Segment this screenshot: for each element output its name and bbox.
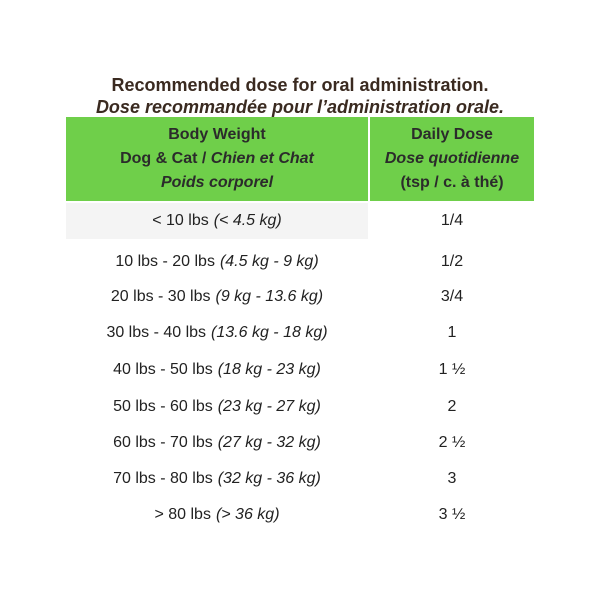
weight-lbs: 10 lbs - 20 lbs: [115, 253, 215, 270]
weight-lbs: 70 lbs - 80 lbs: [113, 470, 213, 487]
weight-cell: [66, 203, 368, 239]
header-weight-line2-en: Dog & Cat /: [120, 150, 207, 167]
table-row: [66, 389, 534, 425]
header-dose-line2: Dose quotidienne: [384, 150, 520, 167]
dose-cell: 2: [447, 398, 457, 415]
header-daily-dose: [370, 117, 534, 201]
weight-cell: [66, 389, 368, 425]
dose-cell: 3: [447, 470, 457, 487]
weight-kg: (32 kg - 36 kg): [217, 470, 321, 487]
header-weight-line2: [120, 147, 314, 171]
caption-english: Recommended dose for oral administration.: [111, 75, 489, 95]
weight-kg: (< 4.5 kg): [213, 212, 282, 229]
weight-lbs: 20 lbs - 30 lbs: [110, 288, 211, 305]
weight-cell: [66, 279, 368, 315]
header-weight-line3: Poids corporel: [160, 174, 274, 191]
dose-cell: 1 ½: [438, 361, 466, 378]
weight-kg: (9 kg - 13.6 kg): [215, 288, 324, 305]
weight-kg: (27 kg - 32 kg): [217, 434, 321, 451]
table-row: [66, 315, 534, 351]
header-weight-line2-fr: Chien et Chat: [210, 150, 314, 167]
weight-lbs: > 80 lbs: [154, 506, 211, 523]
header-dose-line3: (tsp / c. à thé): [400, 174, 504, 191]
table-row: [66, 425, 534, 461]
header-dose-line1: Daily Dose: [411, 126, 493, 143]
weight-cell: [66, 461, 368, 497]
weight-lbs: 60 lbs - 70 lbs: [113, 434, 213, 451]
weight-kg: (> 36 kg): [215, 506, 280, 523]
table-row: [66, 244, 534, 280]
dose-cell: 3/4: [440, 288, 464, 305]
weight-kg: (4.5 kg - 9 kg): [219, 253, 319, 270]
dose-cell: 3 ½: [438, 506, 466, 523]
weight-cell: [66, 352, 368, 388]
caption-french: Dose recommandée pour l’administration orale.: [95, 97, 505, 117]
table-row: [66, 203, 534, 239]
table-row: [66, 461, 534, 497]
dose-cell: 1/4: [440, 212, 464, 229]
table-row: [66, 352, 534, 388]
weight-lbs: 50 lbs - 60 lbs: [113, 398, 213, 415]
weight-kg: (18 kg - 23 kg): [217, 361, 321, 378]
dose-cell: 1: [447, 324, 457, 341]
header-weight-line1: Body Weight: [168, 126, 266, 143]
weight-kg: (23 kg - 27 kg): [217, 398, 321, 415]
weight-lbs: < 10 lbs: [152, 212, 209, 229]
table-row: [66, 279, 534, 315]
weight-cell: [66, 244, 368, 280]
table-row: [66, 497, 534, 533]
weight-lbs: 30 lbs - 40 lbs: [106, 324, 207, 341]
dose-cell: 2 ½: [438, 434, 466, 451]
weight-lbs: 40 lbs - 50 lbs: [113, 361, 213, 378]
weight-cell: [66, 497, 368, 533]
table-header: [66, 117, 534, 201]
weight-cell: [66, 425, 368, 461]
dose-cell: 1/2: [440, 253, 464, 270]
header-body-weight: [66, 117, 368, 201]
weight-cell: [66, 315, 368, 351]
weight-kg: (13.6 kg - 18 kg): [211, 324, 328, 341]
